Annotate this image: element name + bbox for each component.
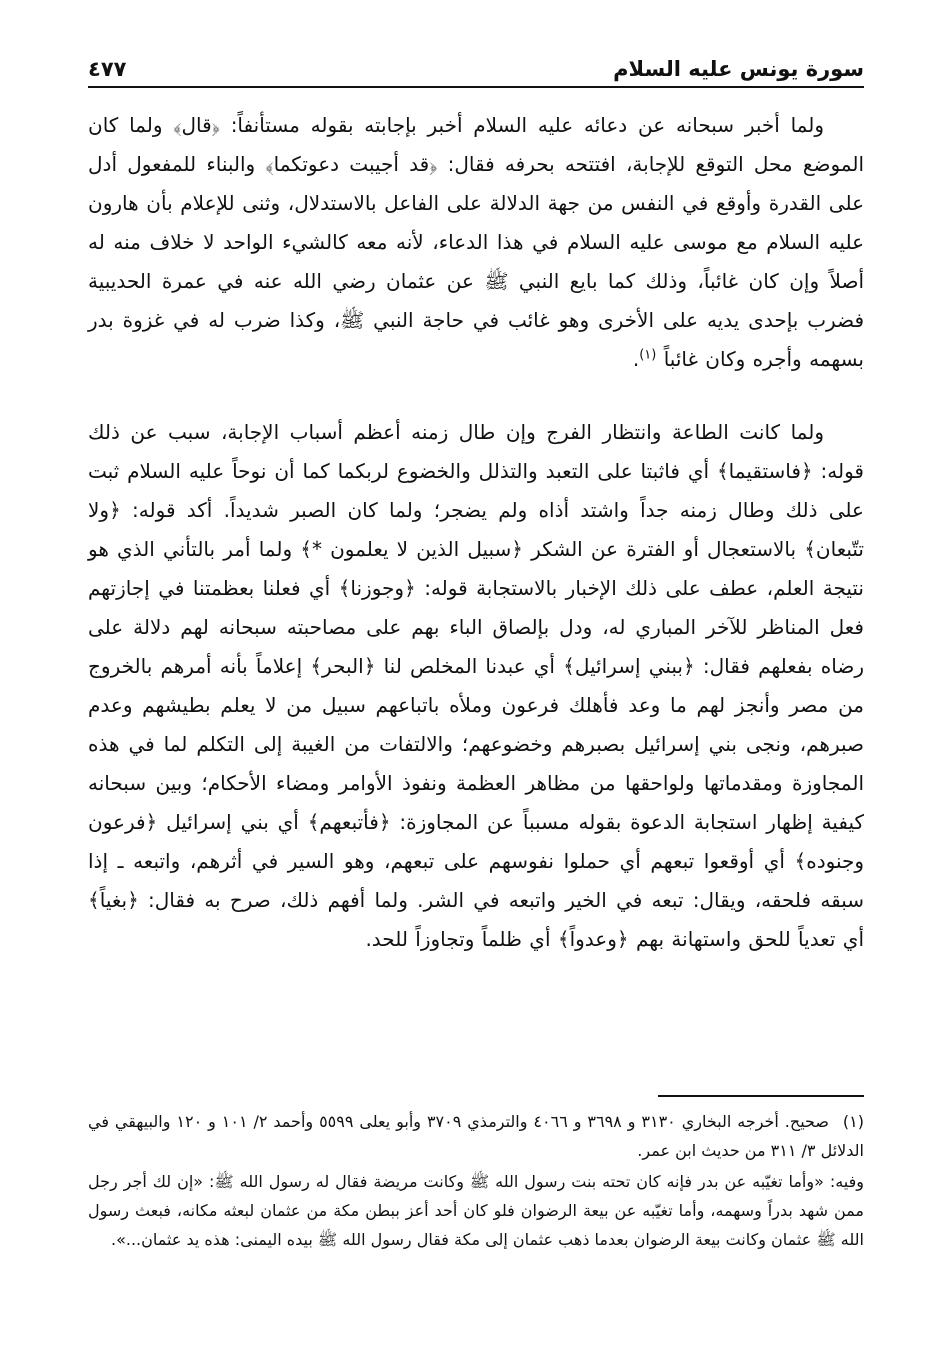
header-title: سورة يونس عليه السلام <box>613 57 864 81</box>
page-number: ٤٧٧ <box>88 57 127 81</box>
paragraph <box>88 106 864 379</box>
footnote-continuation <box>88 1167 864 1254</box>
paragraph <box>88 413 864 959</box>
paragraph-text: ولما كانت الطاعة وانتظار الفرج وإن طال زمنه أعظم أسباب الإجابة، سبب عن ذلك قوله: ﴿فاستقيما﴾ أي فاثبتا على التعبد والتذلل والخضوع لربكما كما أن نوحاً عليه السلام ثبت على ذلك وطال زمنه جداً واشتد أذاه ولم يضجر؛ ولما كان الصبر شديداً. أكد قوله: ﴿ولا تتّبعان﴾ بالاستعجال أو الفترة عن الشكر ﴿سبيل الذين لا يعلمون *﴾ ولما أمر بالتأني الذي هو نتيجة العلم، عطف على ذلك الإخبار بالاستجابة قوله: ﴿وجوزنا﴾ أي فعلنا بعظمتنا في إجازتهم فعل المناظر للآخر المباري له، ودل بإلصاق الباء بهم على مصاحبته سبحانه لهم دلالة على رضاه بفعلهم فقال: ﴿ببني إسرائيل﴾ أي عبدنا المخلص لنا ﴿البحر﴾ إعلاماً بأنه أمرهم بالخروج من مصر وأنجز لهم ما وعد فأهلك فرعون وملأه باتباعهم سبيل من لا يعلم بطيشهم وعدم صبرهم، ونجى بني إسرائيل بصبرهم وخضوعهم؛ والالتفات من الغيبة إلى التكلم لما في هذه المجاوزة ومقدماتها ولواحقها من مظاهر العظمة ونفوذ الأوامر ومضاء الأحكام؛ وبين سبحانه كيفية إظهار استجابة الدعوة بقوله مسبباً عن المجاوزة: ﴿فأتبعهم﴾ أي بني إسرائيل ﴿فرعون وجنوده﴾ أي أوقعوا تبعهم أي حملوا نفوسهم على تبعهم، وهو السير في أثرهم، واتبعه ـ إذا سبقه فلحقه، ويقال: تبعه في الخير واتبعه في الشر. ولما أفهم ذلك، صرح به فقال: ﴿بغياً﴾ أي تعدياً للحق واستهانة بهم ﴿وعدواً﴾ أي ظلماً وتجاوزاً للحد. <box>88 420 864 951</box>
footnote <box>88 1107 864 1165</box>
footnote-reference: (١) <box>639 347 657 363</box>
footnotes <box>88 1095 864 1254</box>
paragraph-text: ولما أخبر سبحانه عن دعائه عليه السلام أخبر بإجابته بقوله مستأنفاً: ﴿قال﴾ ولما كان الموضع محل التوقع للإجابة، افتتحه بحرفه فقال: ﴿قد أجيبت دعوتكما﴾ والبناء للمفعول أدل على القدرة وأوقع في النفس من جهة الدلالة على الفاعل بالاستدلال، وثنى للإعلام بأن هارون عليه السلام مع موسى عليه السلام في هذا الدعاء، لأنه معه كالشيء الواحد لا خلاف منه له أصلاً وإن كان غائباً، وذلك كما بايع النبي ﷺ عن عثمان رضي الله عنه في عمرة الحديبية فضرب بإحدى يديه على الأخرى وهو غائب في حاجة النبي ﷺ، وكذا ضرب له في غزوة بدر بسهمه وأجره وكان غائباً <box>88 113 864 371</box>
footnote-text: صحيح. أخرجه البخاري ٣١٣٠ و ٣٦٩٨ و ٤٠٦٦ والترمذي ٣٧٠٩ وأبو يعلى ٥٥٩٩ وأحمد ٢/ ١٠١ و ١٢٠ والبيهقي في الدلائل ٣/ ٣١١ من حديث ابن عمر. <box>88 1112 864 1160</box>
footnote-divider <box>658 1095 864 1097</box>
footnote-extra-text: وفيه: «وأما تغيّبه عن بدر فإنه كان تحته بنت رسول الله ﷺ وكانت مريضة فقال له رسول الله ﷺ: «إن لك أجر رجل ممن شهد بدراً وسهمه، وأما تغيّبه عن بيعة الرضوان فلو كان أحد أعز ببطن مكة من عثمان لبعثه مكانه، فبعث رسول الله ﷺ عثمان وكانت بيعة الرضوان بعدما ذهب عثمان إلى مكة فقال رسول الله ﷺ بيده اليمنى: هذه يد عثمان...». <box>88 1172 864 1249</box>
running-header <box>88 52 864 88</box>
body-text <box>88 106 864 959</box>
footnote-number: (١) <box>842 1112 864 1131</box>
book-page <box>88 52 864 1322</box>
paragraph-end-mark: . <box>632 347 640 371</box>
